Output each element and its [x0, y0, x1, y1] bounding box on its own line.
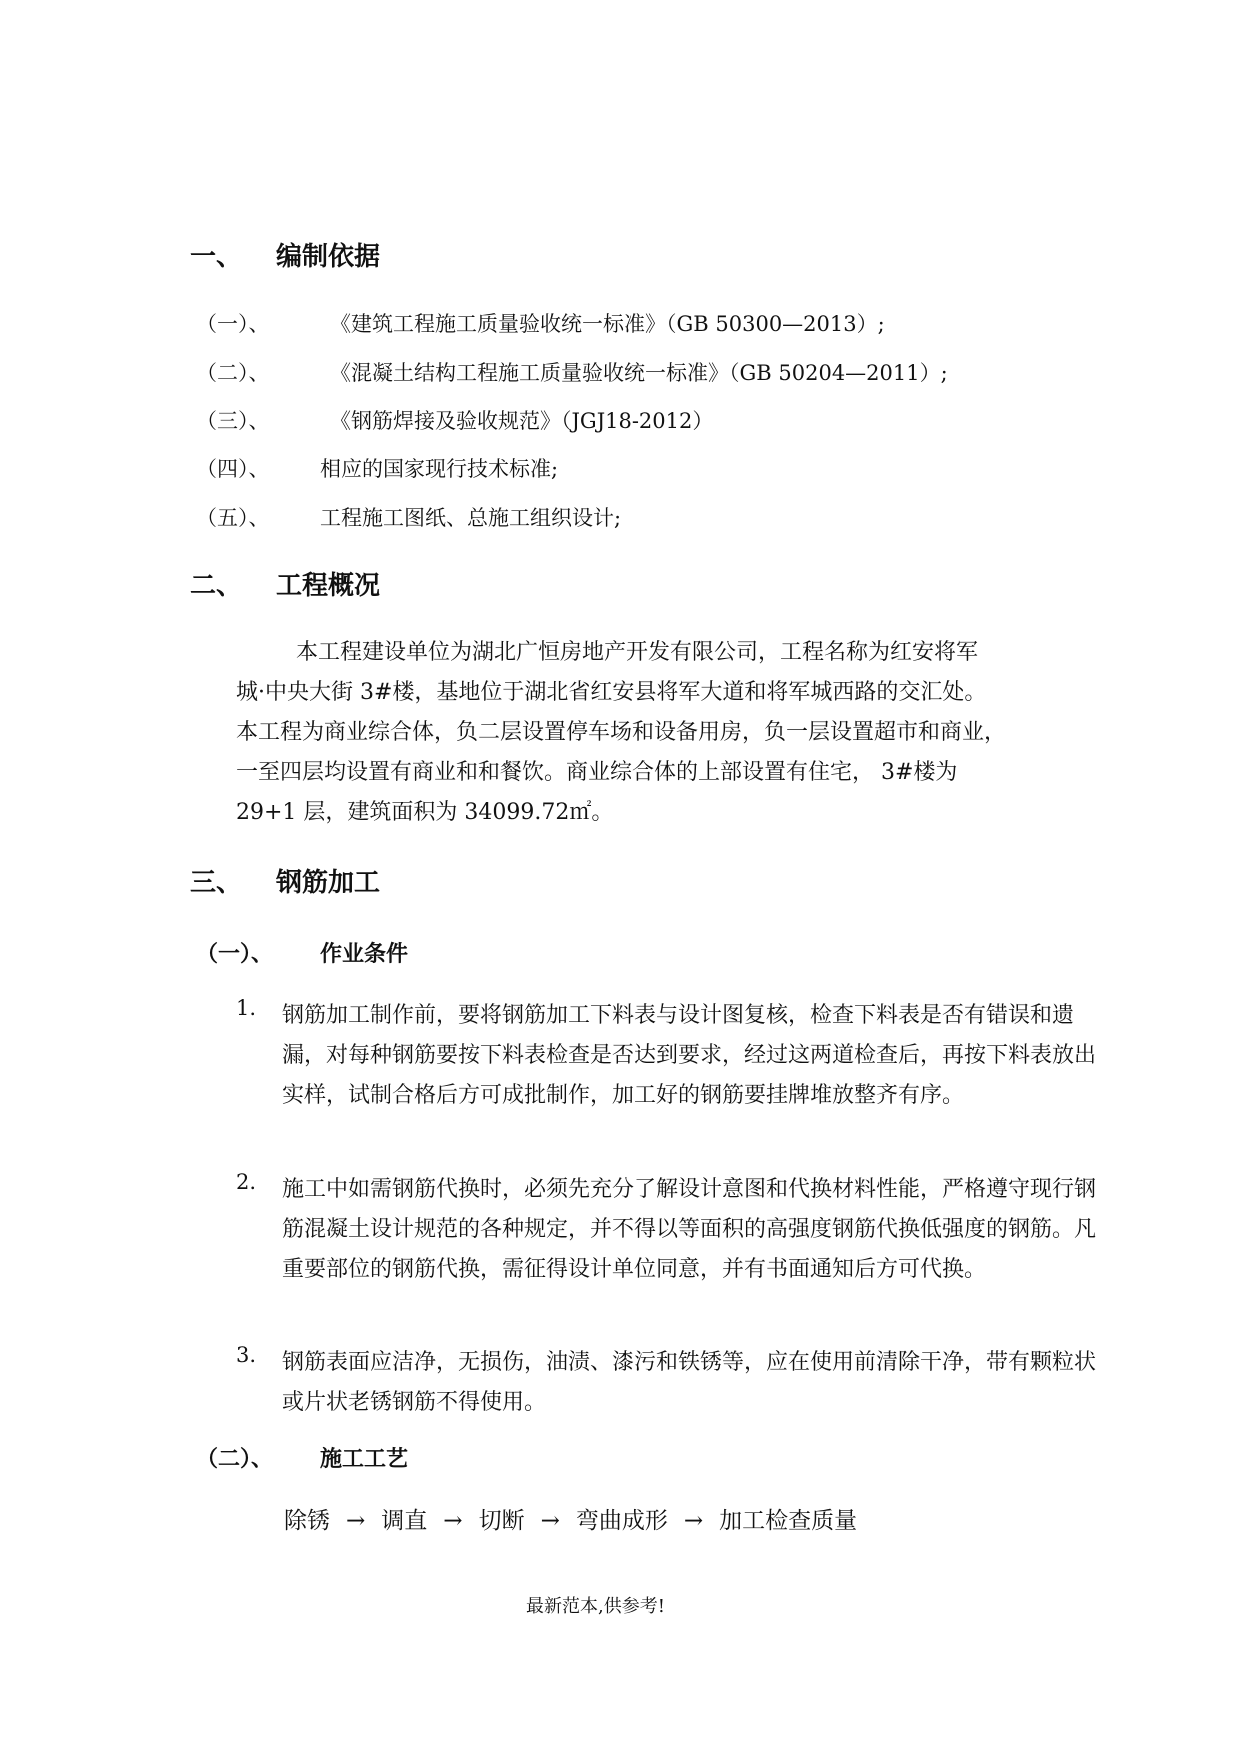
ref-2-label: （二）、 — [196, 361, 270, 385]
list-text: 施工中如需钢筋代换时，必须先充分了解设计意图和代换材料性能，严格遵守现行钢筋混凝土设计规范的各种规定，并不得以等面积的高强度钢筋代换低强度的钢筋。凡重要部位的钢筋代换，需征得设计单位同意，并有书面通知后方可代换。 — [282, 1177, 1097, 1282]
list-number: 2. — [236, 1170, 257, 1194]
ref-4-text: 相应的国家现行技术标准; — [320, 457, 559, 481]
subsection-2-title: 施工工艺 — [320, 1447, 409, 1472]
overview-line-4: 一至四层均设置有商业和和餐饮。商业综合体的上部设置有住宅， 3#楼为 — [236, 760, 958, 785]
section-3-title: 钢筋加工 — [276, 868, 381, 898]
overview-line-2: 城·中央大街 3#楼，基地位于湖北省红安县将军大道和将军城西路的交汇处。 — [236, 680, 987, 705]
list-text: 钢筋表面应洁净，无损伤，油渍、漆污和铁锈等，应在使用前清除干净，带有颗粒状或片状老锈钢筋不得使用。 — [282, 1350, 1097, 1415]
overview-line-3: 本工程为商业综合体，负二层设置停车场和设备用房，负一层设置超市和商业， — [236, 720, 1007, 745]
process-flow — [284, 1502, 857, 1535]
overview-line-1: 本工程建设单位为湖北广恒房地产开发有限公司，工程名称为红安将军 — [296, 640, 979, 665]
ref-2-text: 《混凝土结构工程施工质量验收统一标准》（GB 50204—2011）; — [330, 361, 948, 385]
process-step-3: 切断 — [478, 1508, 525, 1534]
arrow-icon: → — [540, 1508, 560, 1534]
arrow-icon: → — [443, 1508, 463, 1534]
process-step-2: 调直 — [381, 1508, 428, 1534]
page-footer: 最新范本,供参考! — [526, 1596, 665, 1617]
process-step-1: 除锈 — [284, 1508, 330, 1534]
section-1-title: 编制依据 — [276, 242, 381, 272]
arrow-icon: → — [683, 1508, 704, 1534]
ref-5-text: 工程施工图纸、总施工组织设计; — [320, 506, 622, 530]
ref-5-label: （五）、 — [196, 506, 270, 530]
section-2-title: 工程概况 — [276, 571, 381, 601]
process-step-4: 弯曲成形 — [575, 1508, 668, 1534]
ref-1-text: 《建筑工程施工质量验收统一标准》（GB 50300—2013）; — [330, 312, 885, 336]
section-2-number: 二、 — [190, 571, 243, 601]
process-step-5: 加工检查质量 — [719, 1508, 858, 1534]
list-number: 1. — [236, 996, 257, 1020]
ref-3-text: 《钢筋焊接及验收规范》（JGJ18-2012） — [330, 409, 714, 433]
list-number: 3. — [236, 1343, 257, 1367]
list-text: 钢筋加工制作前，要将钢筋加工下料表与设计图复核，检查下料表是否有错误和遗漏，对每种钢筋要按下料表检查是否达到要求，经过这两道检查后，再按下料表放出实样，试制合格后方可成批制作，加工好的钢筋要挂牌堆放整齐有序。 — [282, 1003, 1097, 1108]
ref-1-label: （一）、 — [196, 312, 270, 336]
arrow-icon: → — [346, 1508, 366, 1534]
overview-line-5: 29+1 层，建筑面积为 34099.72㎡。 — [236, 800, 614, 825]
subsection-2-label: （二）、 — [196, 1447, 274, 1472]
subsection-1-label: （一）、 — [196, 942, 274, 967]
section-1-number: 一、 — [190, 242, 243, 272]
subsection-1-title: 作业条件 — [320, 942, 409, 967]
ref-3-label: （三）、 — [196, 409, 270, 433]
section-3-number: 三、 — [190, 868, 243, 898]
ref-4-label: （四）、 — [196, 457, 270, 481]
